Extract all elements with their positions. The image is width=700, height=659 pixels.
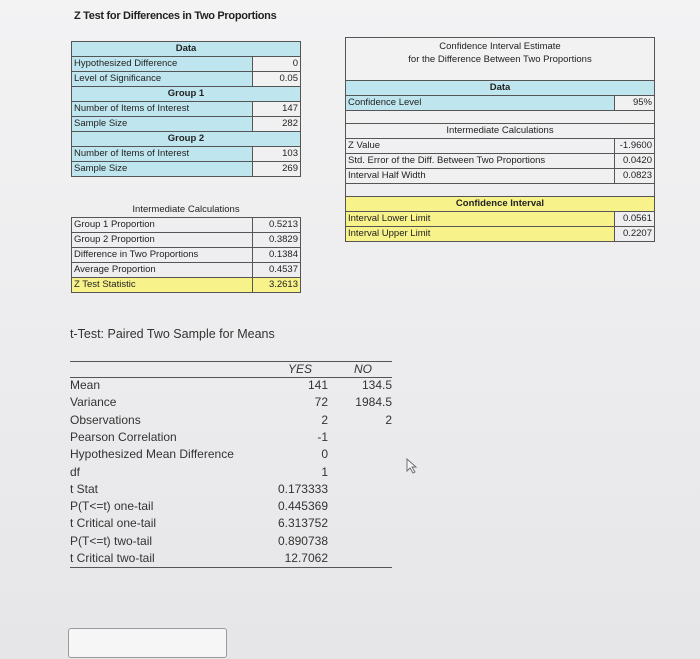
- ci-title-line2: for the Difference Between Two Proportions: [408, 54, 592, 65]
- ttest-yes-value: 141: [307, 378, 328, 392]
- ttest-row-label: t Stat: [70, 481, 99, 496]
- data-header: Data: [72, 42, 301, 57]
- upper-limit-label: Interval Upper Limit: [346, 227, 615, 242]
- significance-value: 0.05: [253, 72, 301, 87]
- ttest-row-label: Observations: [70, 412, 141, 427]
- ttest-row-label: Mean: [70, 378, 101, 392]
- ttest-yes-value: 0.890738: [277, 533, 328, 548]
- calc-value: 0.3829: [253, 233, 301, 248]
- ttest-row-label: t Critical one-tail: [70, 516, 157, 531]
- significance-label: Level of Significance: [72, 72, 253, 87]
- ttest-yes-value: -1: [317, 429, 328, 444]
- half-width-value: 0.0823: [615, 169, 655, 184]
- conf-level-value: 95%: [615, 96, 655, 111]
- ci-result-header: Confidence Interval: [346, 197, 655, 212]
- ci-title: [346, 38, 655, 69]
- ttest-row-label: Variance: [70, 395, 117, 410]
- intermediate-header: Intermediate Calculations: [72, 203, 301, 218]
- group1-header: Group 1: [72, 87, 301, 102]
- answer-input[interactable]: [68, 628, 227, 658]
- g1-items-label: Number of Items of Interest: [72, 102, 253, 117]
- g1-size-value: 282: [253, 117, 301, 132]
- g1-size-label: Sample Size: [72, 117, 253, 132]
- page-title: Z Test for Differences in Two Proportions: [74, 10, 277, 22]
- conf-level-label: Confidence Level: [346, 96, 615, 111]
- g2-size-label: Sample Size: [72, 162, 253, 177]
- calc-label: Group 2 Proportion: [72, 233, 253, 248]
- ttest-yes-value: 0.445369: [277, 499, 328, 514]
- ci-spacer: [346, 68, 655, 81]
- group2-header: Group 2: [72, 132, 301, 147]
- calc-label: Average Proportion: [72, 263, 253, 278]
- ci-spacer: [346, 111, 655, 124]
- ci-data-header: Data: [346, 81, 655, 96]
- ci-intermediate-header: Intermediate Calculations: [346, 124, 655, 139]
- z-test-input-table: [71, 41, 301, 177]
- ttest-yes-value: 72: [314, 395, 328, 410]
- calc-label: Group 1 Proportion: [72, 218, 253, 233]
- col-no-header: NO: [354, 362, 372, 376]
- ci-spacer: [346, 184, 655, 197]
- z-stat-label: Z Test Statistic: [72, 278, 253, 293]
- z-value-label: Z Value: [346, 139, 615, 154]
- ttest-row-label: Pearson Correlation: [70, 429, 177, 444]
- half-width-label: Interval Half Width: [346, 169, 615, 184]
- ttest-row-label: Hypothesized Mean Difference: [70, 447, 234, 462]
- ci-title-line1: Confidence Interval Estimate: [439, 41, 561, 52]
- lower-limit-value: 0.0561: [615, 212, 655, 227]
- std-error-label: Std. Error of the Diff. Between Two Proportions: [346, 154, 615, 169]
- col-yes-header: YES: [288, 362, 313, 376]
- ttest-row-label: P(T<=t) two-tail: [70, 533, 153, 548]
- ttest-no-value: 134.5: [361, 378, 392, 392]
- g2-items-value: 103: [253, 147, 301, 162]
- intermediate-calc-table: [71, 203, 301, 293]
- g2-items-label: Number of Items of Interest: [72, 147, 253, 162]
- upper-limit-value: 0.2207: [615, 227, 655, 242]
- calc-value: 0.5213: [253, 218, 301, 233]
- ttest-no-value: 1984.5: [355, 395, 392, 410]
- z-value: -1.9600: [615, 139, 655, 154]
- ttest-row-label: P(T<=t) one-tail: [70, 499, 154, 514]
- ttest-title: t-Test: Paired Two Sample for Means: [70, 327, 275, 341]
- hyp-diff-value: 0: [253, 57, 301, 72]
- ttest-no-value: 2: [385, 412, 392, 427]
- hyp-diff-label: Hypothesized Difference: [72, 57, 253, 72]
- calc-value: 0.4537: [253, 263, 301, 278]
- confidence-interval-table: [345, 37, 655, 242]
- calc-label: Difference in Two Proportions: [72, 248, 253, 263]
- g1-items-value: 147: [253, 102, 301, 117]
- ttest-bottom-rule: [70, 567, 392, 568]
- ttest-yes-value: 12.7062: [284, 551, 328, 565]
- ttest-yes-value: 1: [321, 464, 328, 479]
- z-stat-value: 3.2613: [253, 278, 301, 293]
- ttest-row-label: df: [70, 464, 81, 479]
- g2-size-value: 269: [253, 162, 301, 177]
- calc-value: 0.1384: [253, 248, 301, 263]
- std-error-value: 0.0420: [615, 154, 655, 169]
- ttest-yes-value: 6.313752: [277, 516, 328, 531]
- mouse-pointer-icon: [405, 458, 419, 474]
- ttest-yes-value: 2: [321, 412, 328, 427]
- ttest-row-label: t Critical two-tail: [70, 551, 155, 565]
- ttest-yes-value: 0.173333: [277, 481, 328, 496]
- ttest-top-rule: [70, 361, 392, 362]
- ttest-yes-value: 0: [321, 447, 328, 462]
- lower-limit-label: Interval Lower Limit: [346, 212, 615, 227]
